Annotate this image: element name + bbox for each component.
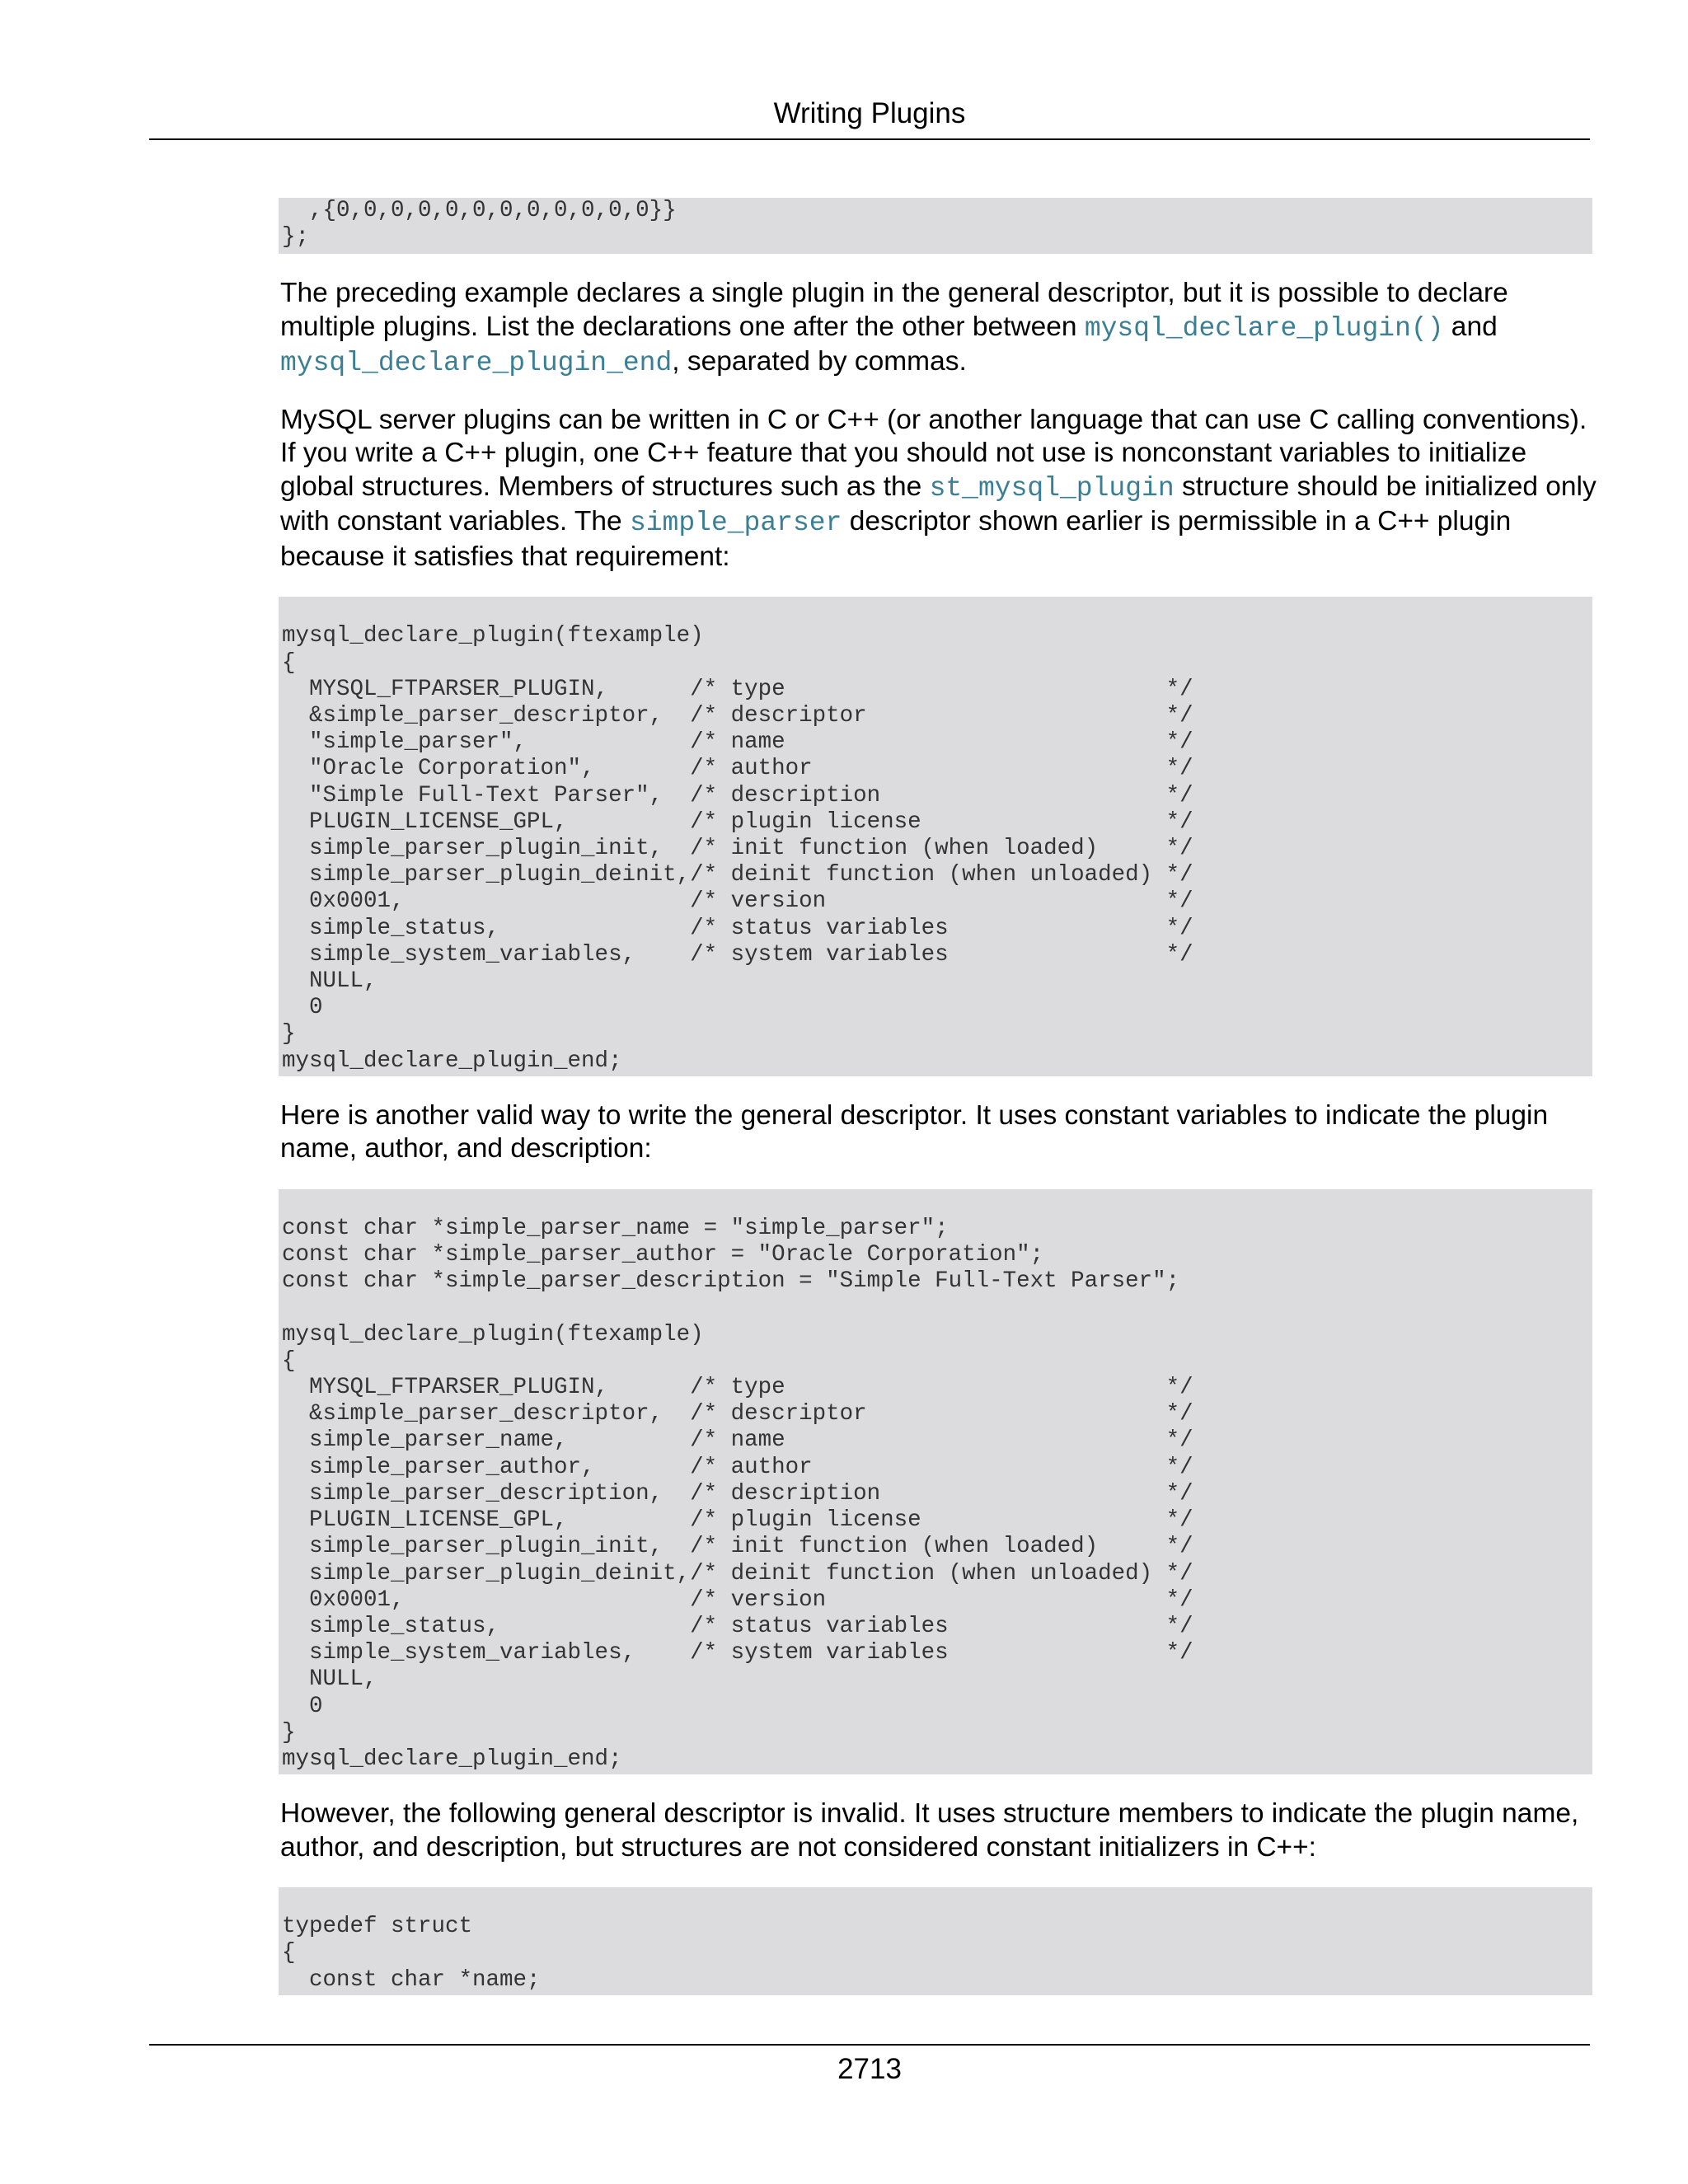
- code-block-descriptor-literals: mysql_declare_plugin(ftexample) { MYSQL_FTPARSER_PLUGIN, /* type */ &simple_parser_descriptor, /* descriptor */ "simple_parser", /* name */ "Oracle Corporation", /* author */ "Simple Full-Text Parser", /* description */ PLUGIN_LICENSE_GPL, /* plugin license */ simple_parser_plugin_init, /* init function (when loaded) */ simple_parser_plugin_deinit,/* deinit function (when unloaded) */ 0x0001, /* version */ simple_status, /* status variables */ simple_system_variables, /* system variables */ NULL, 0 } mysql_declare_plugin_end;: [279, 597, 1592, 1076]
- paragraph-invalid-descriptor: However, the following general descriptor is invalid. It uses structure members to indicate the plugin name, author, and description, but structures are not considered constant initializers in C++:: [280, 1798, 1579, 1863]
- page-footer: [149, 2044, 1590, 2092]
- text: structure should be initialized only with constant variables. The: [280, 471, 1597, 537]
- text: MySQL server plugins can be written in C or C++ (or another language that can use C calling conventions). If you write a C++ plugin, one C++ feature that you should not use is nonconstant variables to initialize global structures. Members of structures such as the: [280, 404, 1587, 502]
- code-ref-mysql-declare-plugin: mysql_declare_plugin(): [1084, 312, 1444, 344]
- text: descriptor shown earlier is permissible in a C++ plugin because it satisfies that requirement:: [280, 506, 1512, 572]
- page-content: [279, 198, 1597, 1995]
- code-ref-st-mysql-plugin: st_mysql_plugin: [929, 472, 1175, 504]
- code-block-descriptor-constants: const char *simple_parser_name = "simple_parser"; const char *simple_parser_author = "Oracle Corporation"; const char *simple_parser_description = "Simple Full-Text Parser"; mysql_declare_plugin(ftexample) { MYSQL_FTPARSER_PLUGIN, /* type */ &simple_parser_descriptor, /* descriptor */ simple_parser_name, /* name */ simple_parser_author, /* author */ simple_parser_description, /* description */ PLUGIN_LICENSE_GPL, /* plugin license */ simple_parser_plugin_init, /* init function (when loaded) */ simple_parser_plugin_deinit,/* deinit function (when unloaded) */ 0x0001, /* version */ simple_status, /* status variables */ simple_system_variables, /* system variables */ NULL, 0 } mysql_declare_plugin_end;: [279, 1189, 1592, 1774]
- page-title: Writing Plugins: [773, 97, 966, 129]
- paragraph-multiple-plugins: [280, 277, 1599, 381]
- code-block-typedef-struct: typedef struct { const char *name;: [279, 1887, 1592, 1995]
- text: , separated by commas.: [672, 346, 967, 377]
- code-block-continuation: ,{0,0,0,0,0,0,0,0,0,0,0,0}} };: [279, 198, 1592, 254]
- text: and: [1443, 311, 1498, 342]
- code-ref-mysql-declare-plugin-end: mysql_declare_plugin_end: [280, 348, 673, 379]
- page-number: 2713: [837, 2053, 902, 2085]
- page-header: [149, 92, 1590, 140]
- text: The preceding example declares a single plugin in the general descriptor, but it is possible to declare multiple plugins. List the declarations one after the other between: [280, 278, 1508, 342]
- paragraph-cpp-plugins: [280, 404, 1599, 574]
- paragraph-constant-variables: Here is another valid way to write the general descriptor. It uses constant variables to indicate the plugin name, author, and description:: [280, 1099, 1549, 1165]
- code-ref-simple-parser: simple_parser: [629, 508, 842, 539]
